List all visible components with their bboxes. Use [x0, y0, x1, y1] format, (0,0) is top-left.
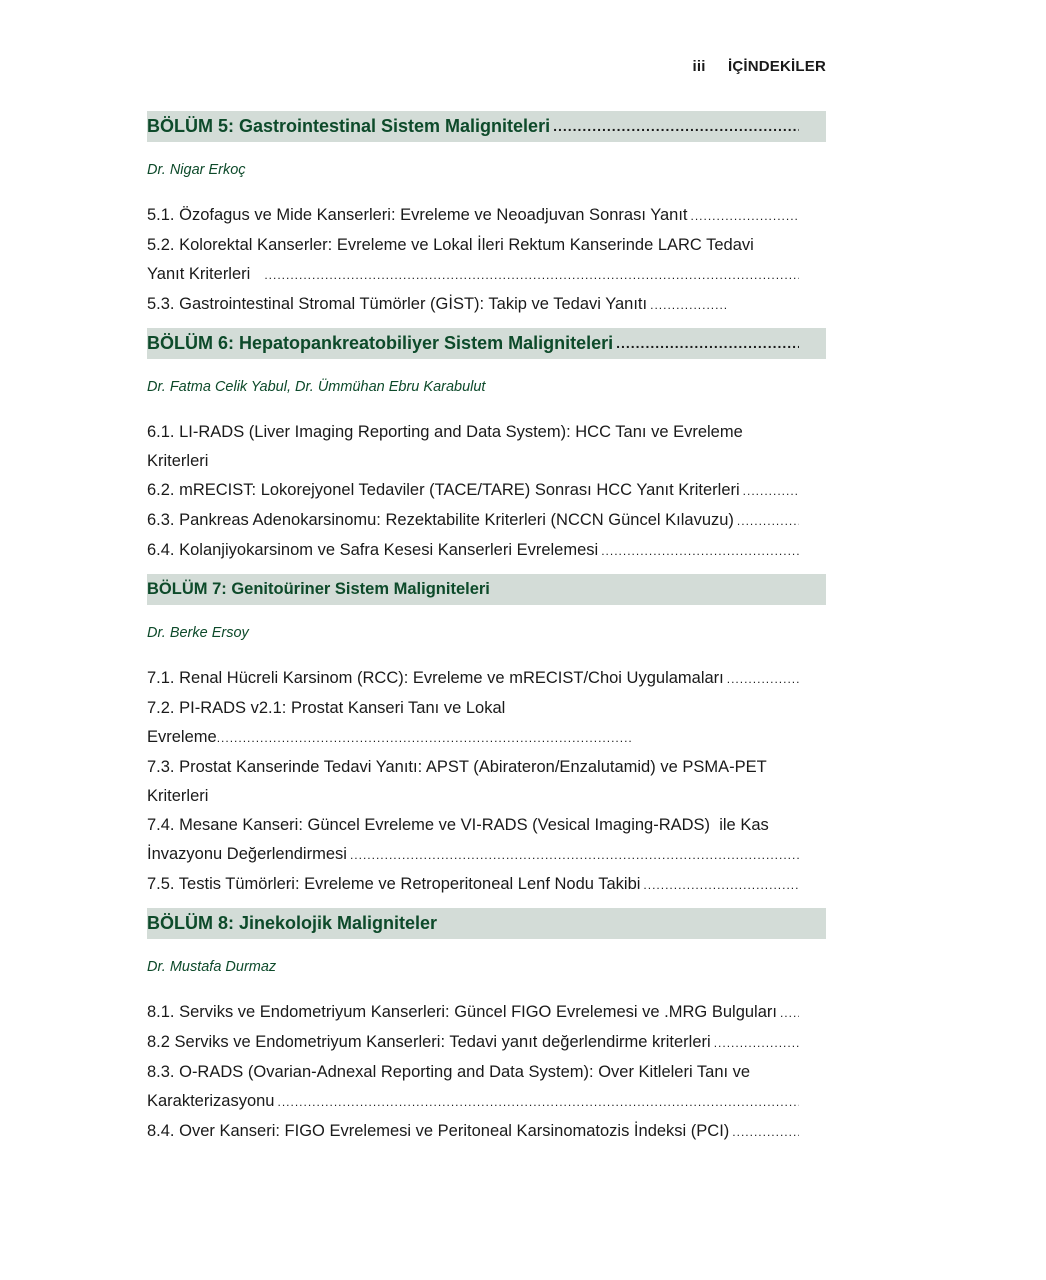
toc-entry[interactable] [147, 1028, 799, 1058]
leader-dots [714, 1029, 799, 1058]
leader-dots [277, 1088, 799, 1117]
entry-text: 7.3. Prostat Kanserinde Tedavi Yanıtı: APST (Abirateron/Enzalutamid) ve PSMA-PET [147, 758, 767, 776]
leader-dots [780, 999, 799, 1028]
page-number: iii [692, 58, 706, 75]
toc-entry[interactable] [147, 694, 799, 753]
leader-dots [650, 291, 729, 320]
section-heading [147, 328, 826, 359]
toc-entry[interactable] [147, 753, 799, 811]
leader-dots [743, 477, 799, 506]
entry-text: Kriterleri [147, 452, 209, 470]
section-title: BÖLÜM 6: Hepatopankreatobiliyer Sistem Maligniteleri [147, 333, 614, 353]
leader-dots [737, 507, 799, 536]
entry-text: 8.1. Serviks ve Endometriyum Kanserleri: Güncel FIGO Evrelemesi ve .MRG Bulguları [147, 1003, 777, 1021]
entry-text: 5.1. Özofagus ve Mide Kanserleri: Evreleme ve Neoadjuvan Sonrası Yanıt [147, 206, 688, 224]
toc-entry[interactable] [147, 536, 799, 566]
toc-content [147, 111, 826, 1147]
section-heading [147, 111, 826, 142]
entry-text: 8.3. O-RADS (Ovarian-Adnexal Reporting and Data System): Over Kitleleri Tanı ve [147, 1063, 751, 1081]
entry-text: Karakterizasyonu [147, 1092, 275, 1110]
toc-entry[interactable] [147, 290, 799, 320]
entry-text: 7.4. Mesane Kanseri: Güncel Evreleme ve VI-RADS (Vesical Imaging-RADS) ile Kas [147, 816, 769, 834]
entry-text: Evreleme [147, 728, 217, 746]
entry-text: 6.3. Pankreas Adenokarsinomu: Rezektabilite Kriterleri (NCCN Güncel Kılavuzu) [147, 511, 734, 529]
toc-entry[interactable] [147, 664, 799, 694]
toc-entry[interactable] [147, 201, 799, 231]
leader-dots [217, 724, 632, 753]
toc-entry[interactable] [147, 476, 799, 506]
leader-dots [264, 261, 799, 290]
toc-entry[interactable] [147, 1058, 799, 1117]
leader-dots [553, 111, 799, 142]
entry-text: 6.1. LI-RADS (Liver Imaging Reporting and Data System): HCC Tanı ve Evreleme [147, 423, 743, 441]
section-heading [147, 574, 826, 605]
entry-text: Yanıt Kriterleri [147, 265, 251, 283]
entry-text: 7.5. Testis Tümörleri: Evreleme ve Retroperitoneal Lenf Nodu Takibi [147, 875, 641, 893]
leader-dots [643, 871, 799, 900]
section-author: Dr. Mustafa Durmaz [147, 959, 277, 975]
toc-entry[interactable] [147, 506, 799, 536]
toc-entry[interactable] [147, 231, 799, 290]
toc-entry[interactable] [147, 811, 799, 870]
toc-title: İÇİNDEKİLER [727, 58, 826, 75]
section-author: Dr. Berke Ersoy [147, 625, 249, 641]
entry-text: 5.2. Kolorektal Kanserler: Evreleme ve Lokal İleri Rektum Kanserinde LARC Tedavi [147, 236, 754, 254]
entry-text: 6.2. mRECIST: Lokorejyonel Tedaviler (TACE/TARE) Sonrası HCC Yanıt Kriterleri [147, 481, 740, 499]
toc-entry[interactable] [147, 998, 799, 1028]
leader-dots [732, 1118, 799, 1147]
section-title: BÖLÜM 8: Jinekolojik Maligniteler [147, 913, 438, 933]
toc-entry[interactable] [147, 418, 799, 476]
entry-text: Kriterleri [147, 787, 209, 805]
toc-entry[interactable] [147, 1117, 799, 1147]
section-title: BÖLÜM 5: Gastrointestinal Sistem Maligniteleri [147, 116, 551, 136]
page-header [692, 58, 826, 75]
entry-text: 7.2. PI-RADS v2.1: Prostat Kanseri Tanı ve Lokal [147, 699, 506, 717]
leader-dots [727, 665, 799, 694]
leader-dots [601, 537, 799, 566]
toc-entry[interactable] [147, 870, 799, 900]
section-heading [147, 908, 826, 939]
entry-text: 8.2 Serviks ve Endometriyum Kanserleri: Tedavi yanıt değerlendirme kriterleri [147, 1033, 711, 1051]
section-author: Dr. Fatma Celik Yabul, Dr. Ümmühan Ebru Karabulut [147, 379, 486, 395]
leader-dots [616, 328, 799, 359]
entry-text: 6.4. Kolanjiyokarsinom ve Safra Kesesi Kanserleri Evrelemesi [147, 541, 599, 559]
section-title: BÖLÜM 7: Genitoüriner Sistem Maligniteleri [147, 580, 490, 598]
section-author: Dr. Nigar Erkoç [147, 162, 246, 178]
entry-text: 7.1. Renal Hücreli Karsinom (RCC): Evreleme ve mRECIST/Choi Uygulamaları [147, 669, 724, 687]
entry-text: 8.4. Over Kanseri: FIGO Evrelemesi ve Peritoneal Karsinomatozis İndeksi (PCI) [147, 1122, 730, 1140]
entry-text: 5.3. Gastrointestinal Stromal Tümörler (GİST): Takip ve Tedavi Yanıtı [147, 295, 648, 313]
entry-text: İnvazyonu Değerlendirmesi [147, 845, 347, 863]
leader-dots [350, 841, 799, 870]
leader-dots [691, 202, 799, 231]
